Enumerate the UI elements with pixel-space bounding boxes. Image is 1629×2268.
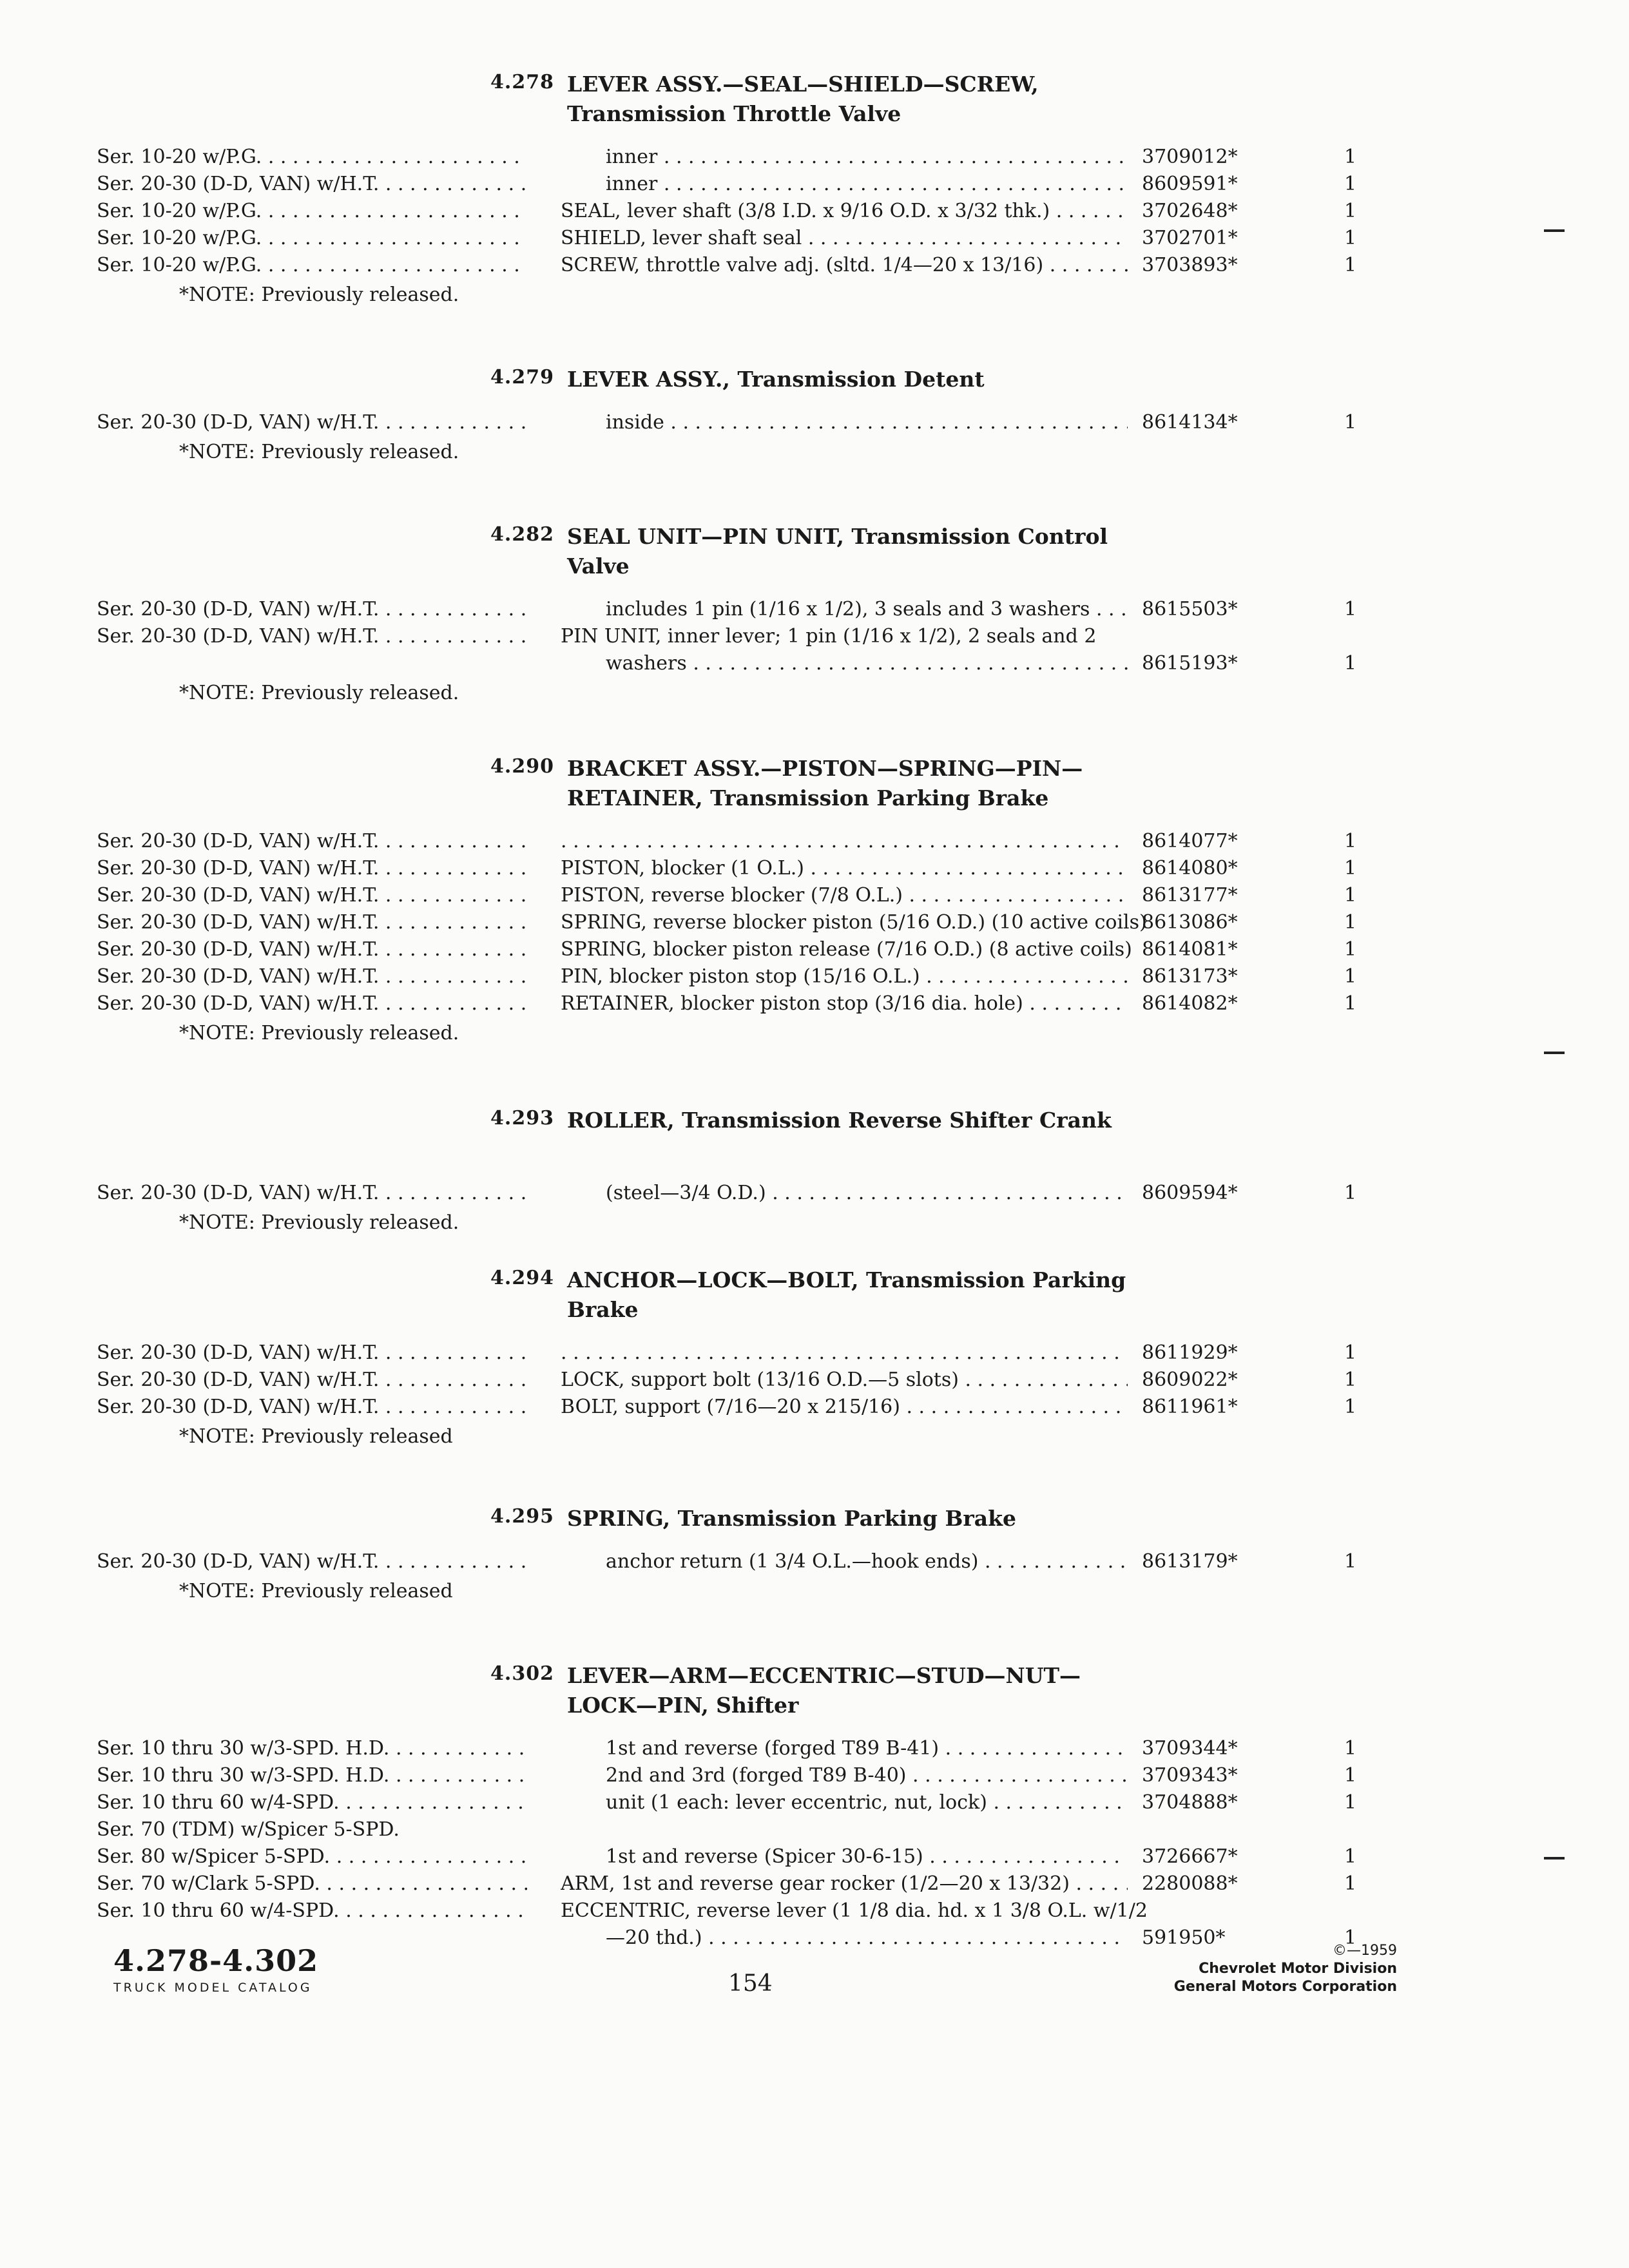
- leader-dots: [1090, 598, 1128, 620]
- section-number: 4.278: [490, 71, 554, 93]
- description-cell: [561, 622, 1128, 651]
- section-number: 4.279: [490, 366, 554, 389]
- leader-dots: [900, 1396, 1128, 1418]
- part-row: [0, 1816, 1629, 1844]
- section-number: 4.294: [490, 1267, 554, 1289]
- copyright: ©—1959: [1333, 1943, 1397, 1959]
- margin-mark: [1544, 1857, 1565, 1860]
- quantity: 1: [1344, 1845, 1357, 1868]
- description-cell: [606, 143, 1128, 171]
- section-number: 4.293: [490, 1107, 554, 1129]
- series-cell: [97, 1843, 527, 1871]
- series-text: Ser. 20-30 (D-D, VAN) w/H.T.: [97, 965, 380, 988]
- series-cell: [97, 170, 527, 198]
- part-number: 8614081*: [1142, 938, 1238, 961]
- leader-dots: [903, 884, 1128, 907]
- part-number: 8614080*: [1142, 857, 1238, 879]
- part-number: 8613173*: [1142, 965, 1238, 988]
- description-cell: [561, 251, 1128, 280]
- leader-dots: [379, 1182, 527, 1204]
- description-text: PISTON, reverse blocker (7/8 O.L.): [561, 884, 903, 907]
- quantity: 1: [1344, 1737, 1357, 1760]
- series-cell: [97, 622, 527, 651]
- series-text: Ser. 20-30 (D-D, VAN) w/H.T.: [97, 625, 380, 648]
- part-row: [0, 963, 1629, 991]
- part-row: [0, 143, 1629, 171]
- description-cell: [561, 827, 1128, 856]
- description-cell: [606, 1179, 1128, 1207]
- description-text: inside: [606, 411, 664, 434]
- series-text: Ser. 20-30 (D-D, VAN) w/H.T.: [97, 173, 380, 195]
- quantity: 1: [1344, 173, 1357, 195]
- leader-dots: [379, 1550, 527, 1573]
- series-text: Ser. 20-30 (D-D, VAN) w/H.T.: [97, 411, 380, 434]
- series-cell: [97, 251, 527, 280]
- series-text: Ser. 70 (TDM) w/Spicer 5-SPD.: [97, 1818, 400, 1841]
- description-cell: [561, 1897, 1148, 1925]
- leader-dots: [379, 857, 527, 879]
- part-row: [0, 908, 1629, 937]
- series-cell: [97, 990, 527, 1018]
- leader-dots: [561, 830, 1128, 852]
- part-row: [0, 1843, 1629, 1871]
- quantity: 1: [1344, 652, 1357, 675]
- part-number: 8611929*: [1142, 1341, 1238, 1364]
- series-cell: [97, 1870, 527, 1898]
- quantity: 1: [1344, 992, 1357, 1015]
- part-row: [0, 197, 1629, 226]
- part-number: 8609591*: [1142, 173, 1238, 195]
- part-number: 3709343*: [1142, 1764, 1238, 1787]
- section-title: ROLLER, Transmission Reverse Shifter Crank: [567, 1108, 1112, 1133]
- section-number: 4.282: [490, 523, 554, 546]
- description-cell: [606, 1762, 1128, 1790]
- footer-left: [113, 1943, 318, 1995]
- section-title: LEVER—ARM—ECCENTRIC—STUD—NUT—LOCK—PIN, Shifter: [567, 1663, 1081, 1718]
- part-row: [0, 622, 1629, 651]
- section-note: *NOTE: Previously released.: [179, 1022, 459, 1044]
- leader-dots: [920, 965, 1128, 988]
- leader-dots: [379, 992, 527, 1015]
- series-cell: [97, 1179, 527, 1207]
- description-text: inner: [606, 173, 658, 195]
- section-note: *NOTE: Previously released.: [179, 441, 459, 463]
- leader-dots: [262, 146, 527, 168]
- leader-dots: [379, 173, 527, 195]
- part-number: 8611961*: [1142, 1396, 1238, 1418]
- leader-dots: [379, 884, 527, 907]
- series-text: Ser. 20-30 (D-D, VAN) w/H.T.: [97, 938, 380, 961]
- description-text: ECCENTRIC, reverse lever (1 1/8 dia. hd. x 1 3/8 O.L. w/1/2: [561, 1899, 1148, 1922]
- description-text: (steel—3/4 O.D.): [606, 1182, 766, 1204]
- description-cell: [606, 1843, 1128, 1871]
- part-number: 3726667*: [1142, 1845, 1238, 1868]
- series-text: Ser. 10 thru 30 w/3-SPD. H.D.: [97, 1737, 390, 1760]
- margin-mark: [1544, 1052, 1565, 1054]
- leader-dots: [657, 146, 1128, 168]
- series-cell: [97, 1366, 527, 1394]
- part-number: 3704888*: [1142, 1791, 1238, 1814]
- series-text: Ser. 10-20 w/P.G.: [97, 146, 262, 168]
- leader-dots: [664, 411, 1128, 434]
- quantity: 1: [1344, 146, 1357, 168]
- leader-dots: [379, 938, 527, 961]
- part-number: 3703893*: [1142, 254, 1238, 276]
- leader-dots: [379, 1341, 527, 1364]
- description-cell: [561, 1870, 1128, 1898]
- series-text: Ser. 10-20 w/P.G.: [97, 200, 262, 222]
- leader-dots: [923, 1845, 1128, 1868]
- description-cell: [561, 881, 1128, 910]
- section-number: 4.290: [490, 755, 554, 778]
- part-number: 3702648*: [1142, 200, 1238, 222]
- quantity: 1: [1344, 857, 1357, 879]
- section-title: LEVER ASSY., Transmission Detent: [567, 367, 985, 392]
- series-cell: [97, 908, 527, 937]
- part-row: [0, 1735, 1629, 1763]
- section-note: *NOTE: Previously released.: [179, 284, 459, 306]
- series-cell: [97, 224, 527, 253]
- description-cell: [606, 1924, 1128, 1952]
- leader-dots: [379, 965, 527, 988]
- description-text: inner: [606, 146, 658, 168]
- section-number: 4.302: [490, 1662, 554, 1685]
- leader-dots: [379, 625, 527, 648]
- leader-dots: [766, 1182, 1128, 1204]
- description-cell: [561, 990, 1128, 1018]
- leader-dots: [379, 911, 527, 934]
- description-cell: [561, 854, 1128, 883]
- description-cell: [606, 408, 1128, 437]
- part-number: 8613177*: [1142, 884, 1238, 907]
- series-text: Ser. 20-30 (D-D, VAN) w/H.T.: [97, 992, 380, 1015]
- series-text: Ser. 10-20 w/P.G.: [97, 254, 262, 276]
- quantity: 1: [1344, 1396, 1357, 1418]
- quantity: 1: [1344, 200, 1357, 222]
- part-number: 2280088*: [1142, 1872, 1238, 1895]
- part-number: 8614077*: [1142, 830, 1238, 852]
- series-cell: [97, 1548, 527, 1576]
- part-row: [0, 1789, 1629, 1817]
- description-text: PISTON, blocker (1 O.L.): [561, 857, 804, 879]
- part-number: 8609594*: [1142, 1182, 1238, 1204]
- description-text: 1st and reverse (forged T89 B-41): [606, 1737, 940, 1760]
- part-number: 8609022*: [1142, 1369, 1238, 1391]
- section-number: 4.295: [490, 1505, 554, 1528]
- series-text: Ser. 10-20 w/P.G.: [97, 227, 262, 249]
- leader-dots: [657, 173, 1128, 195]
- description-cell: [561, 197, 1128, 226]
- part-row: [0, 1897, 1629, 1925]
- series-cell: [97, 854, 527, 883]
- leader-dots: [389, 1764, 527, 1787]
- part-row: [0, 1393, 1629, 1421]
- series-text: Ser. 20-30 (D-D, VAN) w/H.T.: [97, 884, 380, 907]
- leader-dots: [1070, 1872, 1128, 1895]
- part-row: [0, 854, 1629, 883]
- series-cell: [97, 936, 527, 964]
- description-text: PIN UNIT, inner lever; 1 pin (1/16 x 1/2), 2 seals and 2: [561, 625, 1097, 648]
- leader-dots: [379, 830, 527, 852]
- description-text: BOLT, support (7/16—20 x 215/16): [561, 1396, 900, 1418]
- series-cell: [97, 595, 527, 624]
- description-text: SHIELD, lever shaft seal: [561, 227, 802, 249]
- description-text: unit (1 each: lever eccentric, nut, lock): [606, 1791, 987, 1814]
- section-note: *NOTE: Previously released.: [179, 1211, 459, 1234]
- series-cell: [97, 1339, 527, 1367]
- footer-publisher: [1174, 1942, 1397, 1996]
- page-number: 154: [728, 1970, 773, 1997]
- part-number: 8614082*: [1142, 992, 1238, 1015]
- description-text: 1st and reverse (Spicer 30-6-15): [606, 1845, 923, 1868]
- description-cell: [561, 936, 1132, 964]
- page-range-code: 4.278-4.302: [113, 1943, 319, 1978]
- section-note: *NOTE: Previously released: [179, 1580, 453, 1602]
- series-cell: [97, 827, 527, 856]
- description-cell: [606, 1735, 1128, 1763]
- leader-dots: [262, 200, 527, 222]
- description-text: RETAINER, blocker piston stop (3/16 dia. hole): [561, 992, 1023, 1015]
- description-cell: [561, 1393, 1128, 1421]
- part-number: 8615503*: [1142, 598, 1238, 620]
- series-text: Ser. 20-30 (D-D, VAN) w/H.T.: [97, 1341, 380, 1364]
- quantity: 1: [1344, 227, 1357, 249]
- series-cell: [97, 1393, 527, 1421]
- leader-dots: [1023, 992, 1128, 1015]
- part-number: 3709344*: [1142, 1737, 1238, 1760]
- part-number: 591950*: [1142, 1927, 1226, 1949]
- series-text: Ser. 20-30 (D-D, VAN) w/H.T.: [97, 857, 380, 879]
- description-text: washers: [606, 652, 687, 675]
- part-row: [0, 1762, 1629, 1790]
- part-number: 8613086*: [1142, 911, 1238, 934]
- part-number: 8615193*: [1142, 652, 1238, 675]
- quantity: 1: [1344, 1927, 1357, 1949]
- quantity: 1: [1344, 598, 1357, 620]
- quantity: 1: [1344, 884, 1357, 907]
- description-text: —20 thd.): [606, 1927, 702, 1949]
- part-row: [0, 1339, 1629, 1367]
- part-row: [0, 936, 1629, 964]
- quantity: 1: [1344, 1550, 1357, 1573]
- leader-dots: [1050, 200, 1128, 222]
- series-cell: [97, 881, 527, 910]
- section-note: *NOTE: Previously released: [179, 1425, 453, 1448]
- description-cell: [561, 224, 1128, 253]
- description-text: SPRING, blocker piston release (7/16 O.D.) (8 active coils): [561, 938, 1132, 961]
- quantity: 1: [1344, 254, 1357, 276]
- series-cell: [97, 197, 527, 226]
- division-name: Chevrolet Motor Division: [1199, 1961, 1397, 1977]
- leader-dots: [320, 1872, 527, 1895]
- quantity: 1: [1344, 830, 1357, 852]
- series-text: Ser. 20-30 (D-D, VAN) w/H.T.: [97, 1396, 380, 1418]
- part-row: [0, 170, 1629, 198]
- section-title: LEVER ASSY.—SEAL—SHIELD—SCREW, Transmission Throttle Valve: [567, 72, 1039, 126]
- series-cell: [97, 1762, 527, 1790]
- description-cell: [606, 1548, 1128, 1576]
- section-note: *NOTE: Previously released.: [179, 682, 459, 704]
- section-title: SPRING, Transmission Parking Brake: [567, 1506, 1016, 1531]
- leader-dots: [379, 1396, 527, 1418]
- leader-dots: [702, 1927, 1128, 1949]
- leader-dots: [687, 652, 1128, 675]
- series-text: Ser. 70 w/Clark 5-SPD.: [97, 1872, 320, 1895]
- leader-dots: [1043, 254, 1128, 276]
- series-cell: [97, 1735, 527, 1763]
- part-row: [0, 1548, 1629, 1576]
- part-row: [0, 1179, 1629, 1207]
- description-text: 2nd and 3rd (forged T89 B-40): [606, 1764, 907, 1787]
- series-text: Ser. 80 w/Spicer 5-SPD.: [97, 1845, 331, 1868]
- series-text: Ser. 20-30 (D-D, VAN) w/H.T.: [97, 1369, 380, 1391]
- margin-mark: [1544, 229, 1565, 232]
- leader-dots: [987, 1791, 1128, 1814]
- leader-dots: [379, 598, 527, 620]
- part-row: [0, 408, 1629, 437]
- part-row: [0, 251, 1629, 280]
- series-cell: [97, 1816, 527, 1844]
- quantity: 1: [1344, 1872, 1357, 1895]
- description-text: SPRING, reverse blocker piston (5/16 O.D.) (10 active coils): [561, 911, 1147, 934]
- series-cell: [97, 408, 527, 437]
- series-text: Ser. 20-30 (D-D, VAN) w/H.T.: [97, 1550, 380, 1573]
- part-row: [0, 595, 1629, 624]
- series-cell: [97, 963, 527, 991]
- description-text: SEAL, lever shaft (3/8 I.D. x 9/16 O.D. x 3/32 thk.): [561, 200, 1050, 222]
- quantity: 1: [1344, 1341, 1357, 1364]
- leader-dots: [978, 1550, 1128, 1573]
- part-row: [0, 1870, 1629, 1898]
- leader-dots: [959, 1369, 1128, 1391]
- series-cell: [97, 1897, 527, 1925]
- leader-dots: [389, 1737, 527, 1760]
- quantity: 1: [1344, 1764, 1357, 1787]
- series-text: Ser. 20-30 (D-D, VAN) w/H.T.: [97, 1182, 380, 1204]
- part-row: [0, 649, 1629, 678]
- series-cell: [97, 143, 527, 171]
- leader-dots: [262, 254, 527, 276]
- description-cell: [606, 649, 1128, 678]
- part-row: [0, 881, 1629, 910]
- catalog-name: TRUCK MODEL CATALOG: [113, 1981, 313, 1995]
- part-number: 8614134*: [1142, 411, 1238, 434]
- description-cell: [561, 1339, 1128, 1367]
- section-title: ANCHOR—LOCK—BOLT, Transmission Parking Brake: [567, 1267, 1126, 1322]
- quantity: 1: [1344, 911, 1357, 934]
- description-text: anchor return (1 3/4 O.L.—hook ends): [606, 1550, 979, 1573]
- series-text: Ser. 10 thru 60 w/4-SPD.: [97, 1791, 340, 1814]
- series-text: Ser. 20-30 (D-D, VAN) w/H.T.: [97, 598, 380, 620]
- section-title: SEAL UNIT—PIN UNIT, Transmission Control Valve: [567, 524, 1108, 579]
- leader-dots: [939, 1737, 1128, 1760]
- section-title: BRACKET ASSY.—PISTON—SPRING—PIN—RETAINER, Transmission Parking Brake: [567, 756, 1083, 811]
- leader-dots: [340, 1791, 527, 1814]
- quantity: 1: [1344, 1791, 1357, 1814]
- series-text: Ser. 10 thru 30 w/3-SPD. H.D.: [97, 1764, 390, 1787]
- quantity: 1: [1344, 1369, 1357, 1391]
- quantity: 1: [1344, 1182, 1357, 1204]
- leader-dots: [330, 1845, 527, 1868]
- leader-dots: [561, 1341, 1128, 1364]
- leader-dots: [379, 1369, 527, 1391]
- series-cell: [97, 1789, 527, 1817]
- description-cell: [561, 1366, 1128, 1394]
- leader-dots: [804, 857, 1128, 879]
- series-text: Ser. 20-30 (D-D, VAN) w/H.T.: [97, 911, 380, 934]
- quantity: 1: [1344, 965, 1357, 988]
- leader-dots: [262, 227, 527, 249]
- series-text: Ser. 20-30 (D-D, VAN) w/H.T.: [97, 830, 380, 852]
- part-number: 3702701*: [1142, 227, 1238, 249]
- description-text: SCREW, throttle valve adj. (sltd. 1/4—20 x 13/16): [561, 254, 1044, 276]
- series-text: Ser. 10 thru 60 w/4-SPD.: [97, 1899, 340, 1922]
- leader-dots: [907, 1764, 1128, 1787]
- corporation-name: General Motors Corporation: [1173, 1979, 1397, 1995]
- leader-dots: [802, 227, 1128, 249]
- description-text: includes 1 pin (1/16 x 1/2), 3 seals and 3 washers: [606, 598, 1090, 620]
- description-cell: [561, 908, 1147, 937]
- description-cell: [561, 963, 1128, 991]
- leader-dots: [379, 411, 527, 434]
- quantity: 1: [1344, 411, 1357, 434]
- part-row: [0, 990, 1629, 1018]
- part-row: [0, 1366, 1629, 1394]
- description-cell: [606, 170, 1128, 198]
- description-text: PIN, blocker piston stop (15/16 O.L.): [561, 965, 920, 988]
- part-number: 3709012*: [1142, 146, 1238, 168]
- description-cell: [606, 1789, 1128, 1817]
- quantity: 1: [1344, 938, 1357, 961]
- leader-dots: [340, 1899, 527, 1922]
- description-text: LOCK, support bolt (13/16 O.D.—5 slots): [561, 1369, 959, 1391]
- description-cell: [606, 595, 1128, 624]
- part-number: 8613179*: [1142, 1550, 1238, 1573]
- part-row: [0, 827, 1629, 856]
- description-text: ARM, 1st and reverse gear rocker (1/2—20 x 13/32): [561, 1872, 1070, 1895]
- part-row: [0, 224, 1629, 253]
